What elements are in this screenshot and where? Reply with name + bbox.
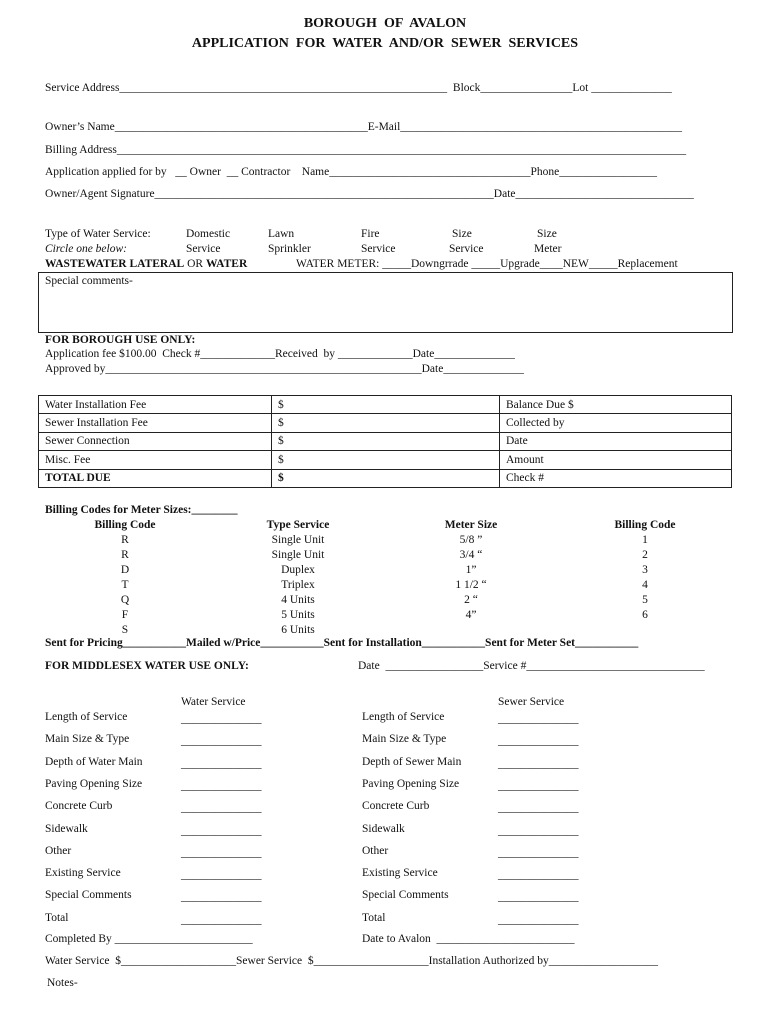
sewer-detail-label: Main Size & Type: [362, 733, 447, 746]
borough-use-heading: FOR BOROUGH USE ONLY:: [45, 334, 196, 346]
circle-one-label: Circle one below:: [45, 243, 127, 255]
sewer-detail-blank[interactable]: ______________: [498, 802, 579, 815]
fee-label: Sewer Installation Fee: [39, 414, 272, 432]
fee-label: Sewer Connection: [39, 432, 272, 450]
billing-code-number-cell: 2: [642, 549, 648, 561]
sewer-detail-label: Length of Service: [362, 711, 445, 723]
water-detail-label: Depth of Water Main: [45, 755, 143, 768]
water-detail-label: Length of Service: [45, 711, 128, 723]
fee-right-label[interactable]: Check #: [500, 469, 732, 487]
fee-amount[interactable]: $: [272, 451, 500, 469]
billing-code-cell: F: [121, 609, 129, 621]
option-size-meter-line2[interactable]: Meter: [534, 243, 562, 255]
type-service-cell: Single Unit: [271, 534, 325, 546]
option-domestic-line1[interactable]: Domestic: [186, 228, 231, 240]
meter-size-cell: 4”: [465, 609, 477, 621]
sent-status-line[interactable]: Sent for Pricing___________Mailed w/Price___________Sent for Installation___________Sent for Meter Set___________: [45, 637, 639, 649]
option-lawn-line1[interactable]: Lawn: [268, 228, 295, 240]
water-detail-label: Total: [45, 911, 69, 924]
table-row: [39, 451, 732, 469]
water-detail-blank[interactable]: ______________: [181, 802, 262, 815]
sewer-detail-blank[interactable]: ______________: [498, 846, 579, 859]
date-to-avalon-field[interactable]: Date to Avalon ________________________: [362, 933, 575, 945]
sewer-detail-blank[interactable]: ______________: [498, 913, 579, 926]
fee-amount[interactable]: $: [272, 432, 500, 450]
water-detail-blank[interactable]: ______________: [181, 713, 262, 725]
sewer-detail-blank[interactable]: ______________: [498, 713, 579, 725]
sewer-detail-label: Concrete Curb: [362, 800, 430, 813]
meter-size-cell: 5/8 ”: [459, 534, 483, 546]
fees-table: [38, 395, 732, 488]
billing-code-cell: Q: [120, 594, 130, 606]
fee-label: Water Installation Fee: [39, 396, 272, 414]
fee-label: Misc. Fee: [39, 451, 272, 469]
sewer-service-heading: Sewer Service: [498, 696, 565, 708]
notes-label: Notes-: [47, 977, 78, 989]
application-fee-line[interactable]: Application fee $100.00 Check #_____________Received by _____________Date______________: [45, 348, 515, 360]
water-service-type-label: Type of Water Service:: [45, 228, 151, 240]
billing-code-number-cell: 1: [642, 534, 648, 546]
approved-by-line[interactable]: Approved by_______________________________________________________Date______________: [45, 363, 524, 375]
middlesex-heading: FOR MIDDLESEX WATER USE ONLY:: [45, 660, 249, 672]
water-detail-blank[interactable]: ______________: [181, 757, 262, 770]
owner-name-email-field[interactable]: Owner’s Name____________________________________________E-Mail_________________________________________________: [45, 121, 683, 133]
water-service-heading: Water Service: [181, 696, 246, 708]
billing-code-number-cell: 4: [642, 579, 648, 591]
fee-amount[interactable]: $: [272, 396, 500, 414]
water-option[interactable]: WATER: [205, 258, 248, 270]
type-service-cell: 6 Units: [281, 624, 315, 636]
lateral-type-line: [45, 259, 247, 271]
or-label: OR: [184, 258, 206, 270]
table-row: [39, 414, 732, 432]
type-service-cell: 4 Units: [281, 594, 315, 606]
water-detail-label: Other: [45, 844, 72, 857]
water-detail-blank[interactable]: ______________: [181, 779, 262, 792]
water-detail-blank[interactable]: ______________: [181, 735, 262, 748]
col-meter-size: Meter Size: [444, 519, 498, 531]
water-detail-blank[interactable]: ______________: [181, 846, 262, 859]
option-lawn-line2[interactable]: Sprinkler: [268, 243, 311, 255]
wastewater-lateral-option[interactable]: WASTEWATER LATERAL: [45, 258, 185, 270]
billing-code-number-cell: 5: [642, 594, 648, 606]
option-domestic-line2[interactable]: Service: [186, 243, 221, 255]
service-amounts-line[interactable]: Water Service $____________________Sewer Service $____________________Installation Authorized by___________________: [45, 955, 658, 967]
special-comments-label: Special comments-: [45, 275, 133, 287]
option-size-service-line1[interactable]: Size: [452, 228, 472, 240]
sewer-detail-blank[interactable]: ______________: [498, 735, 579, 748]
option-fire-line1[interactable]: Fire: [361, 228, 380, 240]
fee-right-label[interactable]: Amount: [500, 451, 732, 469]
sewer-detail-blank[interactable]: ______________: [498, 891, 579, 904]
option-size-meter-line1[interactable]: Size: [537, 228, 557, 240]
sewer-detail-blank[interactable]: ______________: [498, 869, 579, 882]
sewer-detail-label: Other: [362, 844, 389, 857]
fee-amount[interactable]: $: [272, 469, 500, 487]
col-billing-code-2: Billing Code: [614, 519, 676, 531]
type-service-cell: 5 Units: [281, 609, 315, 621]
type-service-cell: Triplex: [281, 579, 315, 591]
meter-size-cell: 3/4 “: [459, 549, 483, 561]
sewer-detail-label: Depth of Sewer Main: [362, 755, 462, 768]
completed-by-field[interactable]: Completed By ________________________: [45, 933, 253, 945]
billing-code-cell: S: [121, 624, 129, 636]
sewer-detail-label: Special Comments: [362, 889, 449, 902]
table-row: [39, 396, 732, 414]
sewer-detail-label: Paving Opening Size: [362, 777, 460, 790]
option-size-service-line2[interactable]: Service: [449, 243, 484, 255]
fee-right-label[interactable]: Collected by: [500, 414, 732, 432]
meter-size-cell: 2 “: [464, 594, 478, 606]
col-billing-code: Billing Code: [94, 519, 156, 531]
billing-codes-heading: Billing Codes for Meter Sizes:________: [45, 504, 238, 516]
billing-address-field[interactable]: Billing Address___________________________________________________________________________________________________: [45, 144, 687, 156]
meter-size-cell: 1”: [465, 564, 477, 576]
middlesex-date-service-line[interactable]: Date _________________Service #_______________________________: [358, 660, 705, 672]
billing-code-number-cell: 3: [642, 564, 648, 576]
sewer-detail-blank[interactable]: ______________: [498, 757, 579, 770]
form-title-line2: APPLICATION FOR WATER AND/OR SEWER SERVICES: [191, 36, 579, 51]
water-detail-label: Main Size & Type: [45, 733, 130, 746]
sewer-detail-label: Sidewalk: [362, 822, 405, 835]
fee-label: TOTAL DUE: [39, 469, 272, 487]
fee-amount[interactable]: $: [272, 414, 500, 432]
water-detail-label: Paving Opening Size: [45, 777, 143, 790]
billing-code-cell: T: [121, 579, 129, 591]
water-detail-label: Sidewalk: [45, 822, 88, 835]
application-applied-by-field[interactable]: Application applied for by __ Owner __ Contractor Name___________________________________Phone_________________: [45, 166, 657, 178]
table-row: [39, 432, 732, 450]
table-row: [39, 469, 732, 487]
fee-right-label[interactable]: Balance Due $: [500, 396, 732, 414]
water-detail-label: Concrete Curb: [45, 800, 113, 813]
signature-date-field[interactable]: Owner/Agent Signature___________________________________________________________Date_______________________________: [45, 188, 694, 200]
water-detail-blank[interactable]: ______________: [181, 824, 262, 837]
sewer-detail-blank[interactable]: ______________: [498, 779, 579, 792]
form-title-line1: BOROUGH OF AVALON: [303, 16, 467, 31]
billing-code-cell: D: [120, 564, 130, 576]
billing-code-number-cell: 6: [642, 609, 648, 621]
sewer-detail-blank[interactable]: ______________: [498, 824, 579, 837]
water-detail-blank[interactable]: ______________: [181, 913, 262, 926]
col-type-service: Type Service: [266, 519, 330, 531]
sewer-detail-label: Existing Service: [362, 867, 438, 880]
water-detail-blank[interactable]: ______________: [181, 869, 262, 882]
option-fire-line2[interactable]: Service: [361, 243, 396, 255]
meter-size-cell: 1 1/2 “: [455, 579, 487, 591]
service-address-field[interactable]: Service Address_________________________________________________________ Block________________Lot ______________: [45, 82, 672, 94]
fee-right-label[interactable]: Date: [500, 432, 732, 450]
special-comments-box[interactable]: [38, 272, 733, 333]
billing-code-cell: R: [121, 534, 129, 546]
type-service-cell: Single Unit: [271, 549, 325, 561]
sewer-detail-label: Total: [362, 911, 386, 924]
water-detail-label: Existing Service: [45, 867, 121, 880]
type-service-cell: Duplex: [281, 564, 315, 576]
water-detail-blank[interactable]: ______________: [181, 891, 262, 904]
billing-code-cell: R: [121, 549, 129, 561]
water-detail-label: Special Comments: [45, 889, 132, 902]
water-meter-options[interactable]: WATER METER: _____Downgrrade _____Upgrade____NEW_____Replacement: [296, 258, 678, 270]
